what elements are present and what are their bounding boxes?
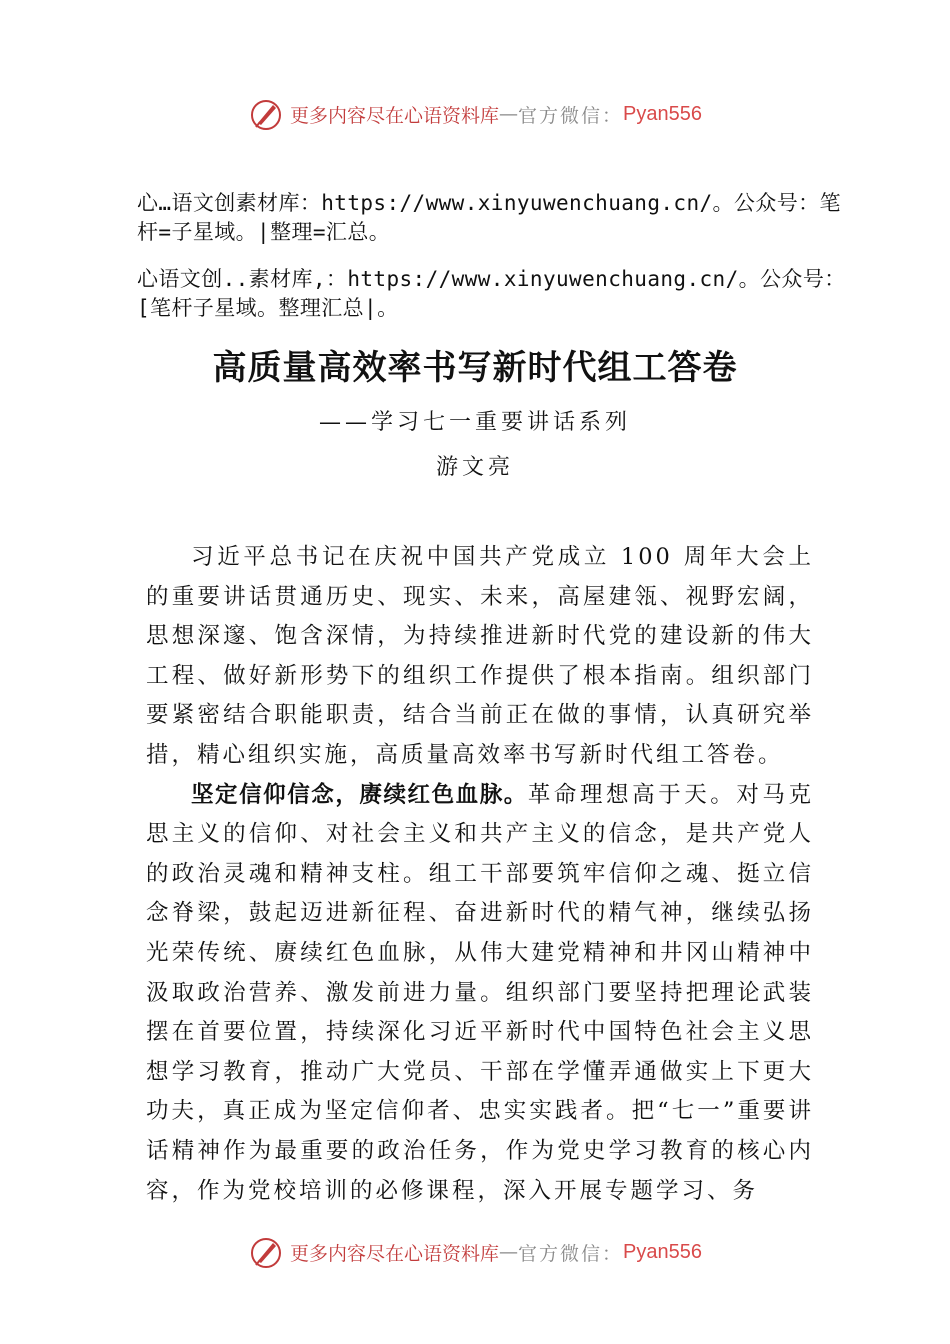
banner-wechat-id: Pyan556 <box>623 102 702 125</box>
banner-separator: — <box>499 103 519 125</box>
watermark-line-1: 心…语文创素材库：https://www.xinyuwenchuang.cn/。公众号：笔杆=子星域。|整理=汇总。 <box>137 191 841 244</box>
article-title: 高质量高效率书写新时代组工答卷 <box>212 348 738 388</box>
paragraph-2-text: 革命理想高于天。对马克思主义的信仰、对社会主义和共产主义的信念，是共产党人的政治灵魂和精神支柱。组工干部要筑牢信仰之魂、挺立信念脊梁，鼓起迈进新征程、奋进新时代的精气神，继续弘扬光荣传统、赓续红色血脉，从伟大建党精神和井冈山精神中汲取政治营养、激发前进力量。组织部门要坚持把理论武装摆在首要位置，持续深化习近平新时代中国特色社会主义思想学习教育，推动广大党员、干部在学懂弄通做实上下更大功夫，真正成为坚定信仰者、忠实实践者。把“七一”重要讲话精神作为最重要的政治任务，作为党史学习教育的核心内容，作为党校培训的必修课程，深入开展专题学习、务 <box>146 781 814 1204</box>
paragraph-2-lead: 坚定信仰信念，赓续红色血脉。 <box>191 781 528 808</box>
banner-wechat-label: 官方微信： <box>518 1242 624 1265</box>
article-body <box>146 538 814 1211</box>
quill-pen-logo-icon <box>248 1234 284 1270</box>
article-author: 游文亮 <box>435 455 514 480</box>
paragraph-1: 习近平总书记在庆祝中国共产党成立 100 周年大会上的重要讲话贯通历史、现实、未来，高屋建瓴、视野宏阔，思想深邃、饱含深情，为持续推进新时代党的建设新的伟大工程、做好新形势下的组织工作提供了根本指南。组织部门要紧密结合职能职责，结合当前正在做的事情，认真研究举措，精心组织实施，高质量高效率书写新时代组工答卷。 <box>146 544 814 768</box>
footer-banner <box>0 1232 950 1272</box>
banner-text: 更多内容尽在心语资料库 <box>290 104 500 127</box>
banner-wechat-label: 官方微信： <box>518 104 624 127</box>
banner-separator: — <box>499 1241 519 1263</box>
header-banner <box>0 94 950 134</box>
banner-wechat-id: Pyan556 <box>623 1240 702 1263</box>
banner-text: 更多内容尽在心语资料库 <box>290 1242 500 1265</box>
watermark-line-2: 心语文创..素材库,：https://www.xinyuwenchuang.cn/。公众号：[笔杆子星域。整理汇总|。 <box>137 267 846 320</box>
quill-pen-logo-icon <box>248 96 284 132</box>
article-subtitle: ——学习七一重要讲话系列 <box>318 410 631 435</box>
paragraph-2 <box>146 776 814 1212</box>
